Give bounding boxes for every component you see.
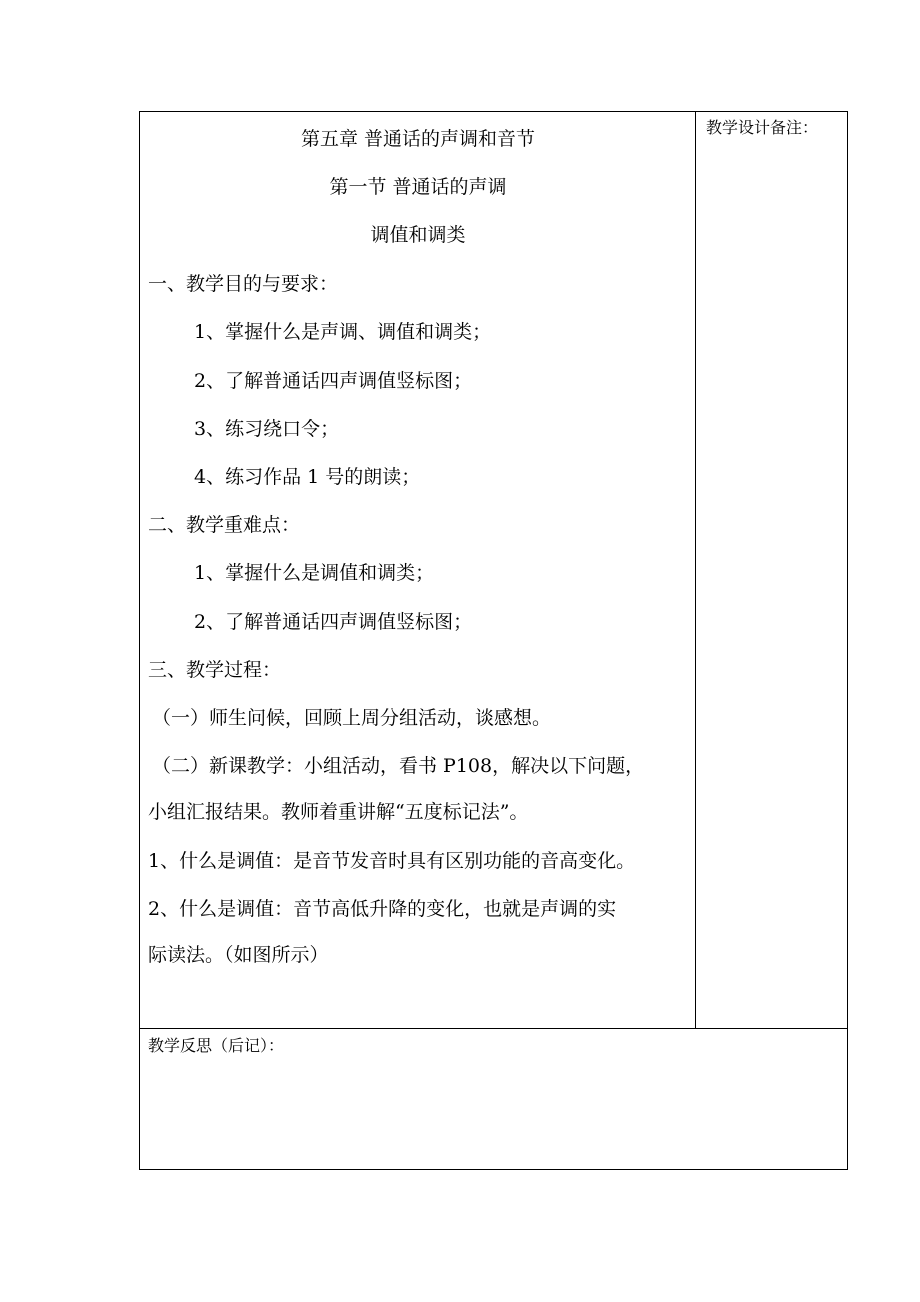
key-point-item: 2、了解普通话四声调值竖标图；: [194, 611, 473, 633]
lesson-content-cell: [140, 112, 696, 1028]
objective-item: 4、练习作品 1 号的朗读；: [194, 466, 421, 488]
question-2-line1: 2、什么是调值：音节高低升降的变化，也就是声调的实: [148, 898, 617, 920]
design-notes-label: 教学设计备注：: [706, 118, 819, 137]
process-heading: 三、教学过程：: [148, 659, 282, 681]
topic-title: 调值和调类: [370, 224, 466, 246]
key-points-heading: 二、教学重难点：: [148, 514, 301, 536]
design-notes-cell: [696, 112, 848, 1028]
objective-item: 3、练习绕口令；: [194, 418, 340, 440]
reflection-cell: [140, 1028, 847, 1169]
reflection-label: 教学反思（后记）：: [148, 1036, 285, 1055]
process-step-2-line1: （二）新课教学：小组活动，看书 P108，解决以下问题，: [152, 755, 645, 777]
objective-item: 1、掌握什么是声调、调值和调类；: [194, 321, 492, 343]
chapter-title: 第五章 普通话的声调和音节: [300, 128, 536, 150]
question-1: 1、什么是调值：是音节发音时具有区别功能的音高变化。: [148, 850, 636, 872]
question-2-line2: 际读法。（如图所示）: [148, 944, 329, 966]
process-step-1: （一）师生问候，回顾上周分组活动，谈感想。: [152, 707, 552, 729]
lesson-plan-table: [139, 111, 848, 1170]
process-step-2-line2: 小组汇报结果。教师着重讲解“五度标记法”。: [148, 801, 529, 823]
key-point-item: 1、掌握什么是调值和调类；: [194, 562, 435, 584]
objectives-heading: 一、教学目的与要求：: [148, 273, 339, 295]
section-title: 第一节 普通话的声调: [329, 176, 507, 198]
objective-item: 2、了解普通话四声调值竖标图；: [194, 370, 473, 392]
